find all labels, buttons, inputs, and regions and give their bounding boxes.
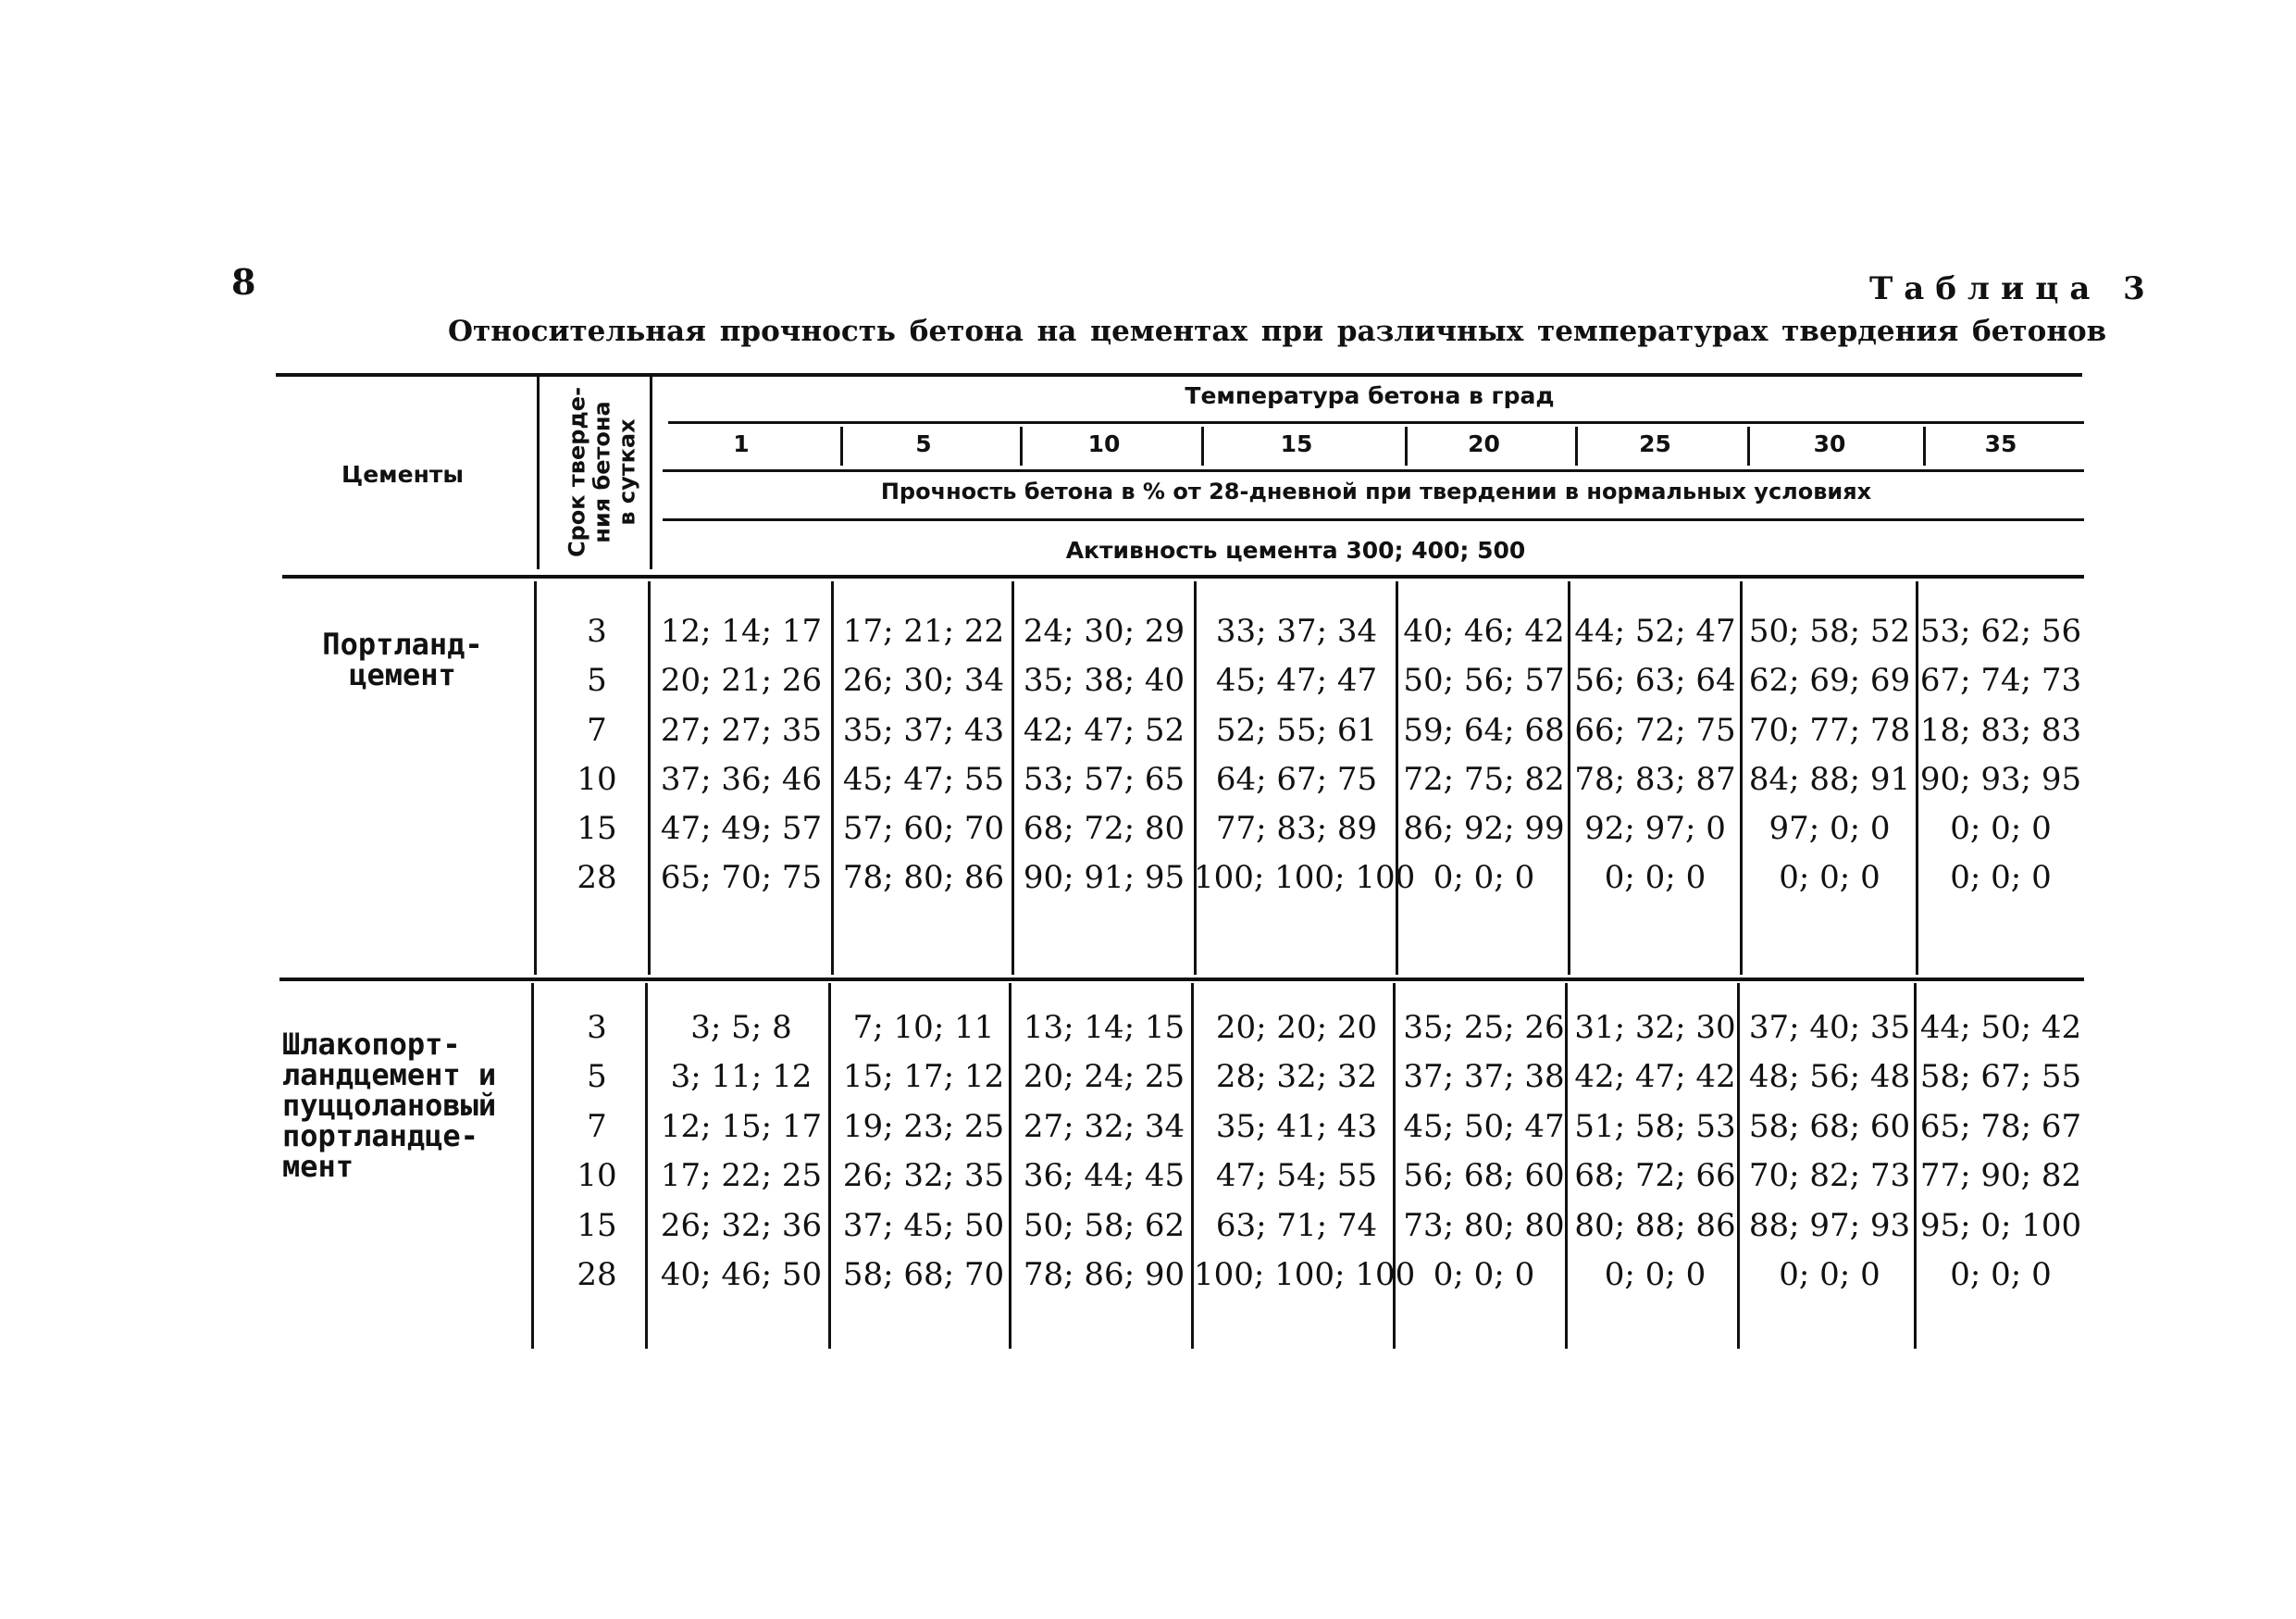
- rule-group-separator: [279, 978, 2084, 981]
- temperature-separator: [1020, 427, 1023, 466]
- strength-cell: 72; 75; 82: [1403, 761, 1565, 798]
- cement-name-line: портландце-: [282, 1118, 478, 1153]
- cement-name-line: ландцемент и: [282, 1057, 497, 1092]
- strength-cell: 28; 32; 32: [1215, 1058, 1378, 1095]
- strength-cell: 44; 50; 42: [1919, 1009, 2082, 1046]
- strength-cell: 45; 50; 47: [1403, 1108, 1565, 1145]
- strength-cell: 50; 56; 57: [1403, 662, 1565, 699]
- page-number: 8: [231, 261, 256, 303]
- rule-under-strength: [663, 518, 2084, 521]
- strength-cell: 68; 72; 80: [1023, 810, 1185, 847]
- strength-cell: 47; 49; 57: [660, 810, 823, 847]
- strength-cell: 100; 100; 100: [1194, 1256, 1416, 1293]
- strength-cell: 50; 58; 52: [1748, 613, 1911, 650]
- strength-cell: 12; 15; 17: [660, 1108, 823, 1145]
- strength-cell: 58; 68; 70: [842, 1256, 1005, 1293]
- column-line: [645, 983, 648, 1349]
- cement-name-line: пуццолановый: [282, 1088, 497, 1123]
- cement-name-line: Портланд-: [322, 627, 483, 662]
- strength-cell: 26; 32; 36: [660, 1207, 823, 1244]
- strength-cell: 35; 25; 26: [1403, 1009, 1565, 1046]
- col-line-term-left: [537, 375, 540, 569]
- strength-cell: 45; 47; 55: [842, 761, 1005, 798]
- cement-name: [282, 1029, 532, 1182]
- strength-cell: 19; 23; 25: [842, 1108, 1005, 1145]
- strength-cell: 35; 37; 43: [842, 712, 1005, 749]
- temperature-separator: [1747, 427, 1750, 466]
- strength-cell: 86; 92; 99: [1403, 810, 1565, 847]
- temperature-separator: [1575, 427, 1578, 466]
- rule-under-temps: [663, 469, 2084, 472]
- cements-header: Цементы: [341, 461, 464, 488]
- strength-cell: 15; 17; 12: [842, 1058, 1005, 1095]
- term-header-line: Срок тверде-: [564, 386, 590, 558]
- strength-cell: 40; 46; 42: [1403, 613, 1565, 650]
- activity-header: Активность цемента 300; 400; 500: [1065, 537, 1526, 564]
- strength-cell: 50; 58; 62: [1023, 1207, 1185, 1244]
- strength-cell: 27; 32; 34: [1023, 1108, 1185, 1145]
- temperature-header: Температура бетона в град: [1185, 382, 1555, 409]
- term-header: [553, 375, 651, 569]
- strength-cell: 48; 56; 48: [1748, 1058, 1911, 1095]
- hardening-days: 5: [587, 1058, 607, 1095]
- strength-cell: 53; 62; 56: [1919, 613, 2082, 650]
- strength-cell: 65; 70; 75: [660, 859, 823, 896]
- strength-cell: 26; 32; 35: [842, 1157, 1005, 1194]
- strength-cell: 35; 41; 43: [1215, 1108, 1378, 1145]
- strength-cell: 42; 47; 52: [1023, 712, 1185, 749]
- rule-top: [276, 373, 2082, 377]
- rule-under-temp-title: [668, 421, 2084, 424]
- hardening-days: 7: [587, 712, 607, 749]
- hardening-days: 3: [587, 613, 607, 650]
- table-label: Таблица 3: [1869, 270, 2156, 307]
- temperature-value: 5: [915, 430, 932, 457]
- temperature-separator: [1405, 427, 1408, 466]
- strength-cell: 63; 71; 74: [1215, 1207, 1378, 1244]
- strength-cell: 78; 80; 86: [842, 859, 1005, 896]
- temperature-separator: [1923, 427, 1926, 466]
- strength-cell: 0; 0; 0: [1604, 1256, 1706, 1293]
- strength-cell: 52; 55; 61: [1215, 712, 1378, 749]
- hardening-days: 10: [577, 1157, 617, 1194]
- strength-cell: 95; 0; 100: [1919, 1207, 2082, 1244]
- temperature-separator: [1201, 427, 1204, 466]
- strength-cell: 58; 68; 60: [1748, 1108, 1911, 1145]
- strength-cell: 0; 0; 0: [1779, 1256, 1880, 1293]
- hardening-days: 15: [577, 810, 617, 847]
- table-title: Относительная прочность бетона на цементах при различных температурах твердения бетонов: [448, 315, 2107, 348]
- strength-cell: 78; 83; 87: [1574, 761, 1736, 798]
- strength-cell: 47; 54; 55: [1215, 1157, 1378, 1194]
- hardening-days: 28: [577, 859, 617, 896]
- hardening-days: 15: [577, 1207, 617, 1244]
- strength-cell: 37; 36; 46: [660, 761, 823, 798]
- strength-cell: 42; 47; 42: [1574, 1058, 1736, 1095]
- strength-cell: 62; 69; 69: [1748, 662, 1911, 699]
- temperature-value: 20: [1468, 430, 1500, 457]
- strength-cell: 0; 0; 0: [1950, 810, 2052, 847]
- temperature-value: 30: [1813, 430, 1846, 457]
- temperature-value: 25: [1639, 430, 1671, 457]
- strength-cell: 97; 0; 0: [1769, 810, 1891, 847]
- strength-cell: 51; 58; 53: [1574, 1108, 1736, 1145]
- temperature-separator: [840, 427, 843, 466]
- strength-cell: 27; 27; 35: [660, 712, 823, 749]
- strength-cell: 90; 93; 95: [1919, 761, 2082, 798]
- strength-cell: 7; 10; 11: [852, 1009, 995, 1046]
- strength-cell: 0; 0; 0: [1950, 1256, 2052, 1293]
- strength-cell: 70; 77; 78: [1748, 712, 1911, 749]
- strength-cell: 3; 11; 12: [670, 1058, 813, 1095]
- strength-cell: 58; 67; 55: [1919, 1058, 2082, 1095]
- strength-cell: 20; 20; 20: [1215, 1009, 1378, 1046]
- cement-name-line: цемент: [349, 657, 456, 692]
- temperature-value: 15: [1280, 430, 1313, 457]
- strength-cell: 26; 30; 34: [842, 662, 1005, 699]
- strength-cell: 67; 74; 73: [1919, 662, 2082, 699]
- hardening-days: 3: [587, 1009, 607, 1046]
- strength-cell: 56; 68; 60: [1403, 1157, 1565, 1194]
- strength-cell: 68; 72; 66: [1574, 1157, 1736, 1194]
- temperature-value: 35: [1984, 430, 2017, 457]
- strength-cell: 45; 47; 47: [1215, 662, 1378, 699]
- strength-cell: 0; 0; 0: [1950, 859, 2052, 896]
- strength-header: Прочность бетона в % от 28-дневной при твердении в нормальных условиях: [880, 479, 1872, 504]
- strength-cell: 40; 46; 50: [660, 1256, 823, 1293]
- strength-cell: 77; 90; 82: [1919, 1157, 2082, 1194]
- strength-cell: 37; 37; 38: [1403, 1058, 1565, 1095]
- term-header-line: в сутках: [614, 418, 639, 526]
- strength-cell: 80; 88; 86: [1574, 1207, 1736, 1244]
- strength-cell: 100; 100; 100: [1194, 859, 1416, 896]
- strength-cell: 92; 97; 0: [1584, 810, 1726, 847]
- temperature-value: 10: [1087, 430, 1121, 457]
- strength-cell: 20; 21; 26: [660, 662, 823, 699]
- strength-cell: 53; 57; 65: [1023, 761, 1185, 798]
- strength-cell: 77; 83; 89: [1215, 810, 1378, 847]
- strength-cell: 18; 83; 83: [1919, 712, 2082, 749]
- cement-name-line: мент: [282, 1149, 354, 1184]
- strength-cell: 57; 60; 70: [842, 810, 1005, 847]
- strength-cell: 0; 0; 0: [1779, 859, 1880, 896]
- rule-header-bottom: [282, 575, 2084, 579]
- col-line-term-left: [534, 581, 537, 975]
- hardening-days: 28: [577, 1256, 617, 1293]
- strength-cell: 24; 30; 29: [1023, 613, 1185, 650]
- strength-cell: 33; 37; 34: [1215, 613, 1378, 650]
- strength-cell: 13; 14; 15: [1023, 1009, 1185, 1046]
- strength-cell: 44; 52; 47: [1574, 613, 1736, 650]
- strength-cell: 65; 78; 67: [1919, 1108, 2082, 1145]
- strength-cell: 17; 21; 22: [842, 613, 1005, 650]
- hardening-days: 5: [587, 662, 607, 699]
- strength-cell: 31; 32; 30: [1574, 1009, 1736, 1046]
- strength-cell: 59; 64; 68: [1403, 712, 1565, 749]
- strength-cell: 88; 97; 93: [1748, 1207, 1911, 1244]
- hardening-days: 7: [587, 1108, 607, 1145]
- term-header-line: ния бетона: [589, 401, 614, 543]
- strength-cell: 0; 0; 0: [1433, 859, 1535, 896]
- strength-cell: 90; 91; 95: [1023, 859, 1185, 896]
- strength-cell: 0; 0; 0: [1604, 859, 1706, 896]
- strength-cell: 78; 86; 90: [1023, 1256, 1185, 1293]
- strength-cell: 37; 40; 35: [1748, 1009, 1911, 1046]
- strength-cell: 35; 38; 40: [1023, 662, 1185, 699]
- strength-cell: 36; 44; 45: [1023, 1157, 1185, 1194]
- temperature-value: 1: [733, 430, 750, 457]
- hardening-days: 10: [577, 761, 617, 798]
- strength-cell: 66; 72; 75: [1574, 712, 1736, 749]
- strength-cell: 37; 45; 50: [842, 1207, 1005, 1244]
- strength-cell: 12; 14; 17: [660, 613, 823, 650]
- strength-cell: 56; 63; 64: [1574, 662, 1736, 699]
- strength-cell: 3; 5; 8: [690, 1009, 792, 1046]
- strength-cell: 64; 67; 75: [1215, 761, 1378, 798]
- strength-cell: 20; 24; 25: [1023, 1058, 1185, 1095]
- strength-cell: 84; 88; 91: [1748, 761, 1911, 798]
- strength-cell: 70; 82; 73: [1748, 1157, 1911, 1194]
- strength-cell: 17; 22; 25: [660, 1157, 823, 1194]
- strength-cell: 73; 80; 80: [1403, 1207, 1565, 1244]
- cement-name: [278, 629, 527, 691]
- cement-name-line: Шлакопорт-: [282, 1027, 461, 1062]
- strength-cell: 0; 0; 0: [1433, 1256, 1535, 1293]
